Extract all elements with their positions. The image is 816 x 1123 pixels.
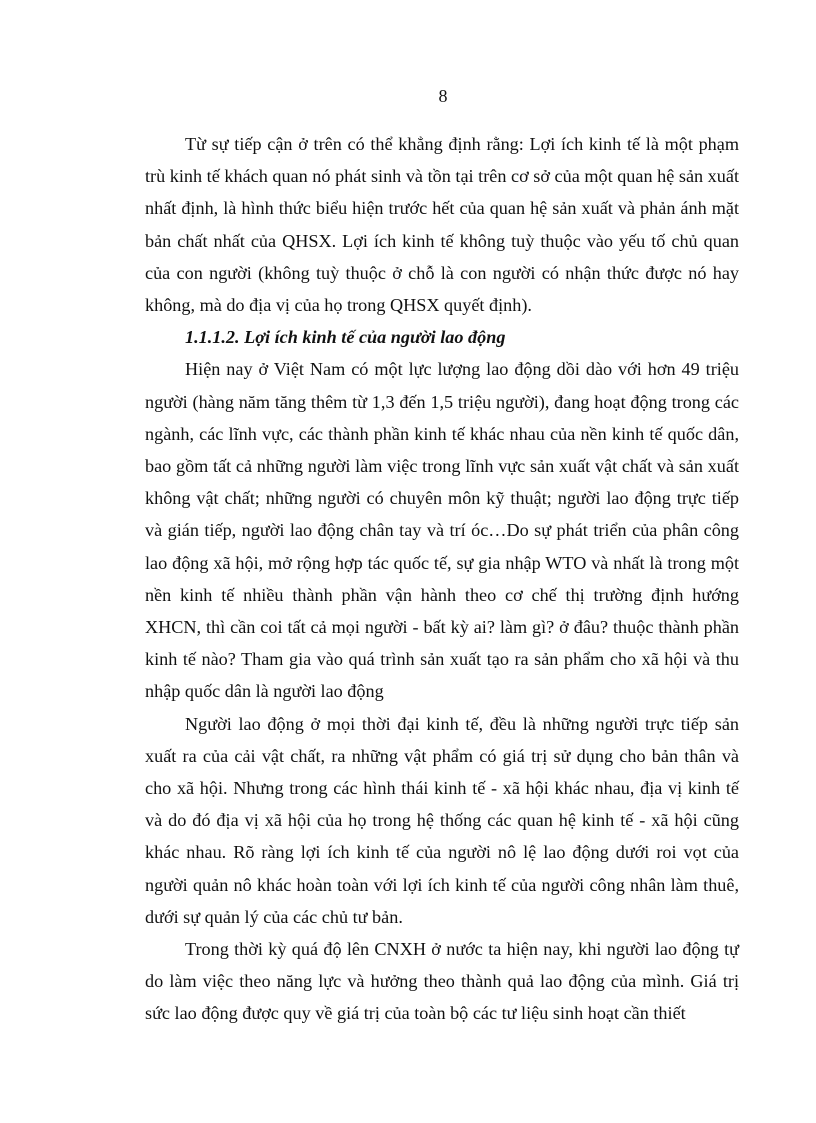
paragraph-labor-force: Hiện nay ở Việt Nam có một lực lượng lao động dồi dào với hơn 49 triệu người (hàng năm tăng thêm từ 1,3 đến 1,5 triệu người), đang hoạt động trong các ngành, các lĩnh vực, các thành phần kinh tế khác nhau của nền kinh tế quốc dân, bao gồm tất cả những người làm việc trong lĩnh vực sản xuất vật chất và sản xuất không vật chất; những người có chuyên môn kỹ thuật; người lao động trực tiếp và gián tiếp, người lao động chân tay và trí óc…Do sự phát triển của phân công lao động xã hội, mở rộng hợp tác quốc tế, sự gia nhập WTO và nhất là trong một nền kinh tế nhiều thành phần vận hành theo cơ chế thị trường định hướng XHCN, thì cần coi tất cả mọi người - bất kỳ ai? làm gì? ở đâu? thuộc thành phần kinh tế nào? Tham gia vào quá trình sản xuất tạo ra sản phẩm cho xã hội và thu nhập quốc dân là người lao động: [145, 359, 739, 702]
paragraph-transition-period: Trong thời kỳ quá độ lên CNXH ở nước ta hiện nay, khi người lao động tự do làm việc theo năng lực và hưởng theo thành quả lao động của mình. Giá trị sức lao động được quy về giá trị của toàn bộ các tư liệu sinh hoạt cần thiết: [145, 939, 739, 1024]
section-heading: 1.1.1.2. Lợi ích kinh tế của người lao động: [185, 327, 506, 348]
page-number: 8: [438, 86, 448, 106]
paragraph-workers-in-history: Người lao động ở mọi thời đại kinh tế, đều là những người trực tiếp sản xuất ra của cải vật chất, ra những vật phẩm có giá trị sử dụng cho bản thân và cho xã hội. Nhưng trong các hình thái kinh tế - xã hội khác nhau, địa vị kinh tế và do đó địa vị xã hội của họ trong hệ thống các quan hệ kinh tế - xã hội cũng khác nhau. Rõ ràng lợi ích kinh tế của người nô lệ lao động dưới roi vọt của người quản nô khác hoàn toàn với lợi ích kinh tế của người công nhân làm thuê, dưới sự quản lý của các chủ tư bản.: [145, 713, 739, 927]
body-text: [145, 128, 739, 1030]
paragraph-economic-interest-definition: Từ sự tiếp cận ở trên có thể khẳng định rằng: Lợi ích kinh tế là một phạm trù kinh tế khách quan nó phát sinh và tồn tại trên cơ sở của một quan hệ sản xuất nhất định, là hình thức biểu hiện trước hết của quan hệ sản xuất và phản ánh mặt bản chất nhất của QHSX. Lợi ích kinh tế không tuỳ thuộc vào yếu tố chủ quan của con người (không tuỳ thuộc ở chỗ là con người có nhận thức được nó hay không, mà do địa vị của họ trong QHSX quyết định).: [145, 134, 739, 316]
